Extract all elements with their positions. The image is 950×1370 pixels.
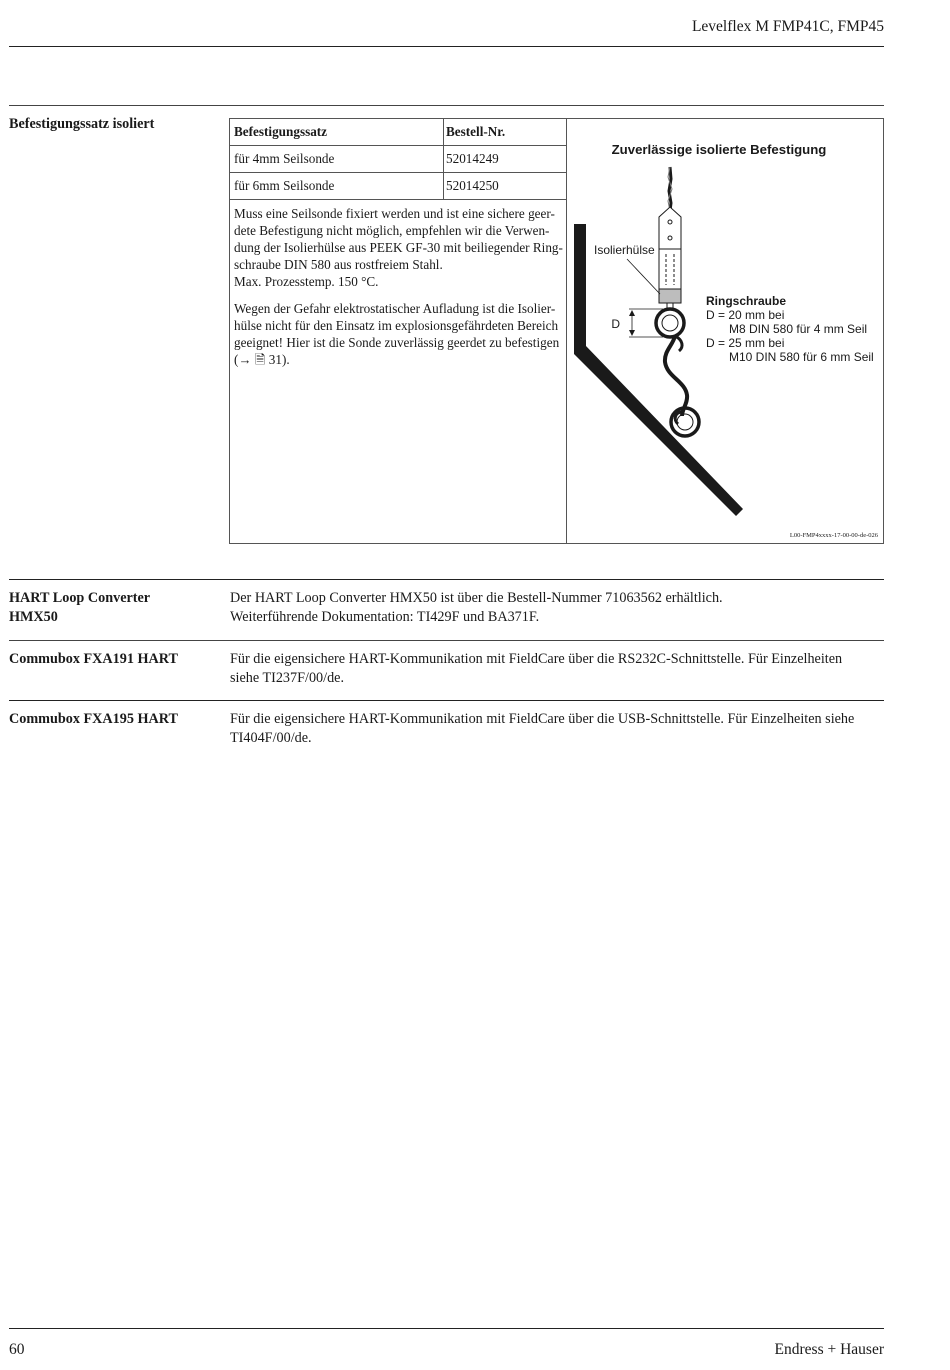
section-label-befestigung: Befestigungssatz isoliert xyxy=(9,116,155,132)
text-line: siehe TI237F/00/de. xyxy=(230,670,345,686)
accessory-table xyxy=(229,118,884,544)
text-line: Für die eigensichere HART-Kommunikation mit FieldCare über die USB-Schnittstelle. Für Einzelheiten siehe xyxy=(230,711,855,727)
leader-line xyxy=(627,259,660,294)
text-line: Der HART Loop Converter HMX50 ist über die Bestell-Nummer 71063562 erhältlich. xyxy=(230,590,723,606)
rope-probe xyxy=(669,167,671,211)
text-line: geeignet! Hier ist die Sonde zuverlässig geerdet zu befestigen xyxy=(234,335,560,350)
text-line: dung der Isolierhülse aus PEEK GF-30 mit beiliegender Ring- xyxy=(234,240,563,255)
table-divider-row xyxy=(230,145,566,146)
page-footer xyxy=(9,1328,884,1359)
section-label-hart-loop xyxy=(9,589,219,627)
text-line: Weiterführende Dokumentation: TI429F und BA371F. xyxy=(230,609,540,625)
ring-bolt-inner xyxy=(662,315,678,331)
table-cell-order-number: 52014249 xyxy=(446,151,499,166)
sleeve-hatched-end xyxy=(659,289,681,303)
spec-detail: M10 DIN 580 für 6 mm Seil xyxy=(729,350,874,364)
table-divider-column xyxy=(443,119,444,200)
section-divider xyxy=(9,640,884,641)
section-divider xyxy=(9,579,884,580)
table-divider-row xyxy=(230,172,566,173)
section-text-fxa191 xyxy=(230,650,885,688)
section-text-fxa195 xyxy=(230,710,885,748)
label-line: HMX50 xyxy=(9,609,58,625)
isolation-sleeve xyxy=(659,207,681,249)
hook xyxy=(675,336,682,351)
section-label-fxa191: Commubox FXA191 HART xyxy=(9,651,178,667)
dimension-arrow xyxy=(629,330,635,336)
footer-brand: Endress + Hauser xyxy=(774,1341,884,1358)
page-number: 60 xyxy=(9,1341,25,1358)
label-line: HART Loop Converter xyxy=(9,590,151,606)
connecting-cable xyxy=(665,336,687,416)
spec-detail: M8 DIN 580 für 4 mm Seil xyxy=(729,322,868,336)
description-paragraph-1 xyxy=(234,205,564,290)
text-line: hülse nicht für den Einsatz im explosionsgefährdeten Bereich xyxy=(234,318,559,333)
table-cell-product: für 6mm Seilsonde xyxy=(234,178,335,193)
section-divider xyxy=(9,700,884,701)
text-line: Für die eigensichere HART-Kommunikation mit FieldCare über die RS232C-Schnittstelle. Für Einzelheiten xyxy=(230,651,843,667)
table-header-befestigungssatz: Befestigungssatz xyxy=(234,124,328,139)
text-line: (→ 🗎 31). xyxy=(234,352,290,367)
page-header xyxy=(9,0,884,47)
dimension-arrow xyxy=(629,310,635,316)
section-text-hart-loop xyxy=(230,589,885,627)
table-divider-row xyxy=(230,199,566,200)
table-cell-order-number: 52014250 xyxy=(446,178,499,193)
section-label-fxa195: Commubox FXA195 HART xyxy=(9,711,178,727)
text-line: Muss eine Seilsonde fixiert werden und ist eine sichere geer- xyxy=(234,206,555,221)
section-divider xyxy=(9,105,884,106)
description-paragraph-2 xyxy=(234,300,564,368)
document-title: Levelflex M FMP41C, FMP45 xyxy=(691,18,884,35)
figure-title: Zuverlässige isolierte Befestigung xyxy=(611,142,827,157)
text-line: Wegen der Gefahr elektrostatischer Aufladung ist die Isolier- xyxy=(234,301,556,316)
isolation-sleeve-body xyxy=(659,249,681,289)
spec-line: D = 25 mm bei xyxy=(706,336,785,350)
figure-code: L00-FMP4xxxx-17-00-00-de-026 xyxy=(789,532,878,539)
tank-ring-inner xyxy=(677,414,693,430)
ring-bolt-label: Ringschraube xyxy=(706,294,787,308)
text-line: Max. Prozesstemp. 150 °C. xyxy=(234,274,379,289)
table-header-bestell-nr: Bestell-Nr. xyxy=(446,124,506,139)
text-line: schraube DIN 580 aus rostfreiem Stahl. xyxy=(234,257,443,272)
sleeve-label: Isolierhülse xyxy=(594,243,655,257)
text-line: dete Befestigung nicht möglich, empfehlen wir die Verwen- xyxy=(234,223,550,238)
ring-bolt xyxy=(656,309,684,337)
table-cell-product: für 4mm Seilsonde xyxy=(234,151,335,166)
dimension-label: D xyxy=(611,317,620,331)
spec-line: D = 20 mm bei xyxy=(706,308,785,322)
text-line: TI404F/00/de. xyxy=(230,730,312,746)
mounting-figure xyxy=(567,119,883,543)
